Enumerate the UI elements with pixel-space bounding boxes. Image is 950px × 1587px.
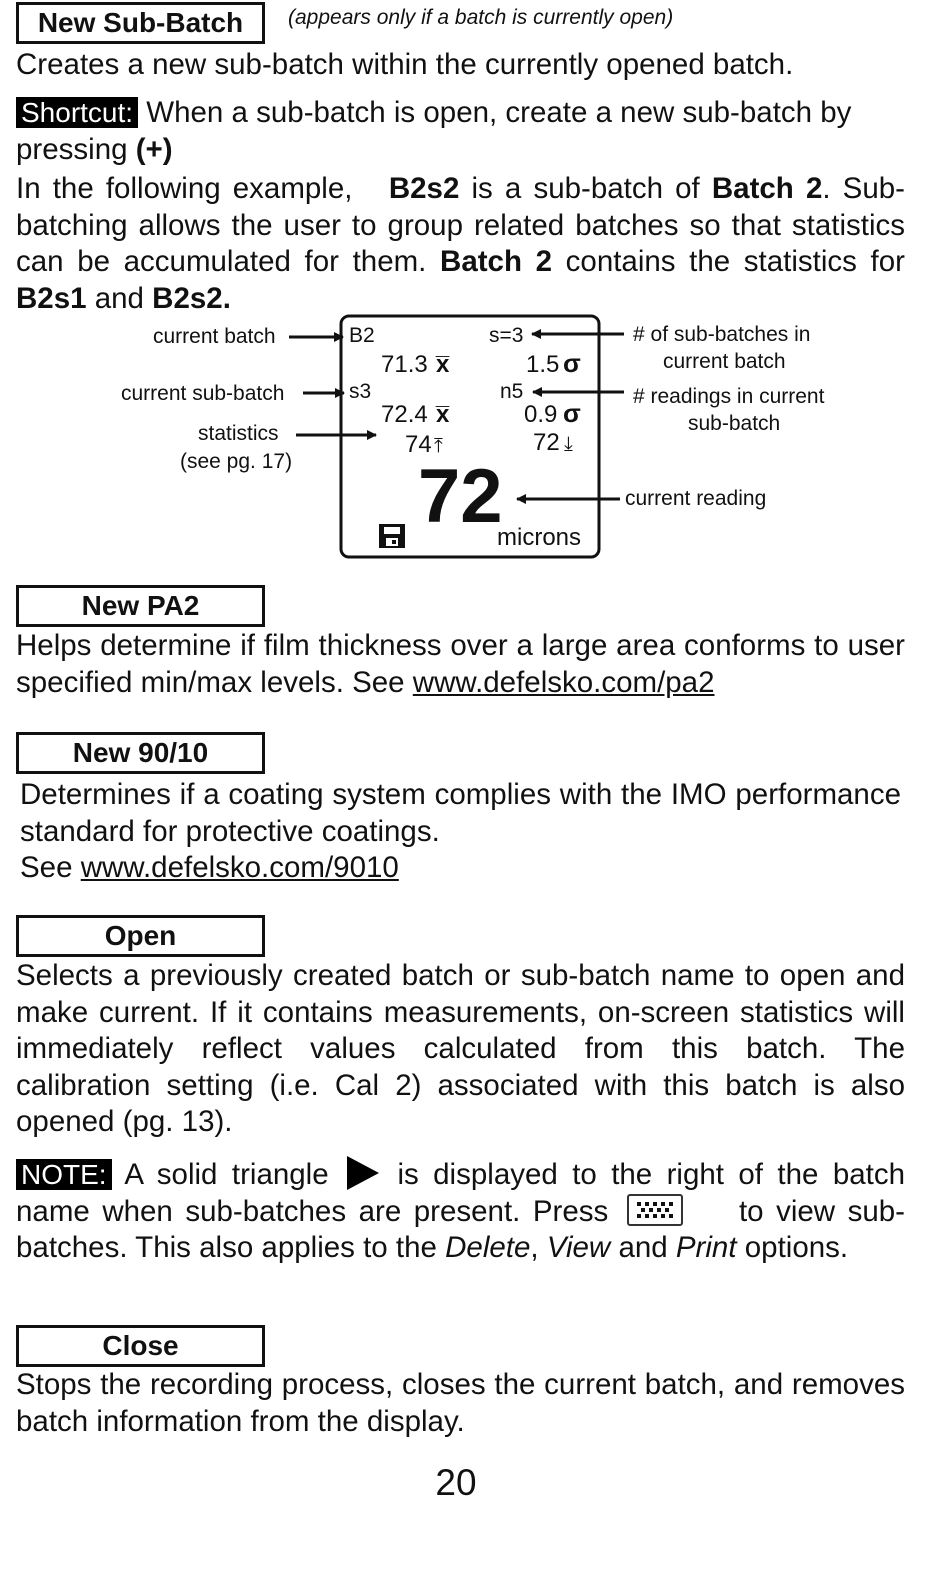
menu-button-icon xyxy=(627,1194,683,1226)
shortcut-key: (+) xyxy=(135,132,173,166)
label-sub-batches-line1: # of sub-batches in xyxy=(633,323,811,346)
min-value: 72 xyxy=(533,429,560,456)
std-dev-2: 0.9 xyxy=(524,401,558,428)
close-description: Stops the recording process, closes the current batch, and removes batch information from the display. xyxy=(16,1368,905,1438)
shortcut-label: Shortcut: xyxy=(16,97,138,128)
save-disk-icon xyxy=(379,524,405,548)
current-reading-value: 72 xyxy=(418,454,503,539)
gauge-display-diagram xyxy=(0,312,950,564)
sub-batch-count: s=3 xyxy=(489,324,524,347)
page-number: 20 xyxy=(435,1462,477,1503)
section-header-open: Open xyxy=(16,915,265,957)
mean-symbol-1: x̅ xyxy=(436,351,450,378)
section-header-new-pa2: New PA2 xyxy=(16,585,265,627)
label-current-reading: current reading xyxy=(625,487,767,510)
section-header-new-sub-batch: New Sub-Batch xyxy=(16,2,265,44)
sub-batch-note: (appears only if a batch is currently open) xyxy=(288,6,674,29)
ninety-ten-link[interactable]: www.defelsko.com/9010 xyxy=(80,851,399,884)
shortcut-text: When a sub-batch is open, create a new sub-batch by pressing xyxy=(16,96,852,166)
example-subbatch-name: B2s2 xyxy=(388,172,460,205)
std-dev-1: 1.5 xyxy=(526,351,560,378)
note-label: NOTE: xyxy=(16,1159,112,1190)
mean-symbol-2: x̅ xyxy=(436,401,450,428)
pa2-description: Helps determine if film thickness over a large area conforms to user specified min/max levels. See www.defelsko.com/pa2 xyxy=(16,629,905,699)
units-label: microns xyxy=(497,524,582,551)
sigma-symbol-2: σ xyxy=(563,398,581,428)
section-header-close: Close xyxy=(16,1325,265,1367)
ninety-ten-description: Determines if a coating system complies with the IMO performance standard for protective coatings. See www.defelsko.com/9010 xyxy=(20,778,901,884)
sigma-symbol-1: σ xyxy=(563,348,581,378)
max-symbol: ⤒ xyxy=(434,435,443,457)
section-header-new-90-10: New 90/10 xyxy=(16,732,265,774)
current-sub-batch: s3 xyxy=(349,380,372,403)
label-readings-line1: # readings in current xyxy=(633,385,825,408)
label-sub-batches-line2: current batch xyxy=(663,350,786,373)
batch-name: B2 xyxy=(349,324,375,347)
mean-2: 72.4 xyxy=(381,401,428,428)
open-description: Selects a previously created batch or sub-batch name to open and make current. If it contains measurements, on-screen statistics will immediately reflect values calculated from this batch. The calibration setting (i.e. Cal 2) associated with this batch is also opened (pg. 13). xyxy=(16,959,905,1138)
min-symbol: ⤓ xyxy=(564,433,573,455)
solid-triangle-icon xyxy=(347,1156,379,1190)
mean-1: 71.3 xyxy=(381,351,428,378)
note-paragraph: NOTE: A solid triangle is displayed to the right of the batch name when sub-batches are present. Press to view sub-batches. This also applies to the Delete, View and Print options. xyxy=(16,1158,905,1264)
label-current-batch: current batch xyxy=(153,325,276,348)
max-value: 74 xyxy=(405,431,432,458)
shortcut-paragraph xyxy=(16,95,905,168)
pa2-link[interactable]: www.defelsko.com/pa2 xyxy=(412,665,715,699)
sub-batch-description: Creates a new sub-batch within the currently opened batch. xyxy=(16,48,794,81)
label-readings-line2: sub-batch xyxy=(688,412,781,435)
label-see-page: (see pg. 17) xyxy=(180,450,293,473)
reading-count: n5 xyxy=(500,380,524,403)
label-current-sub-batch: current sub-batch xyxy=(121,382,285,405)
example-paragraph: In the following example, B2s2 is a sub-batch of Batch 2. Sub-batching allows the user to group related batches so that statistics can be accumulated for them. Batch 2 contains the statistics for B2s1 and B2s2. xyxy=(16,172,905,315)
label-statistics: statistics xyxy=(198,422,279,445)
